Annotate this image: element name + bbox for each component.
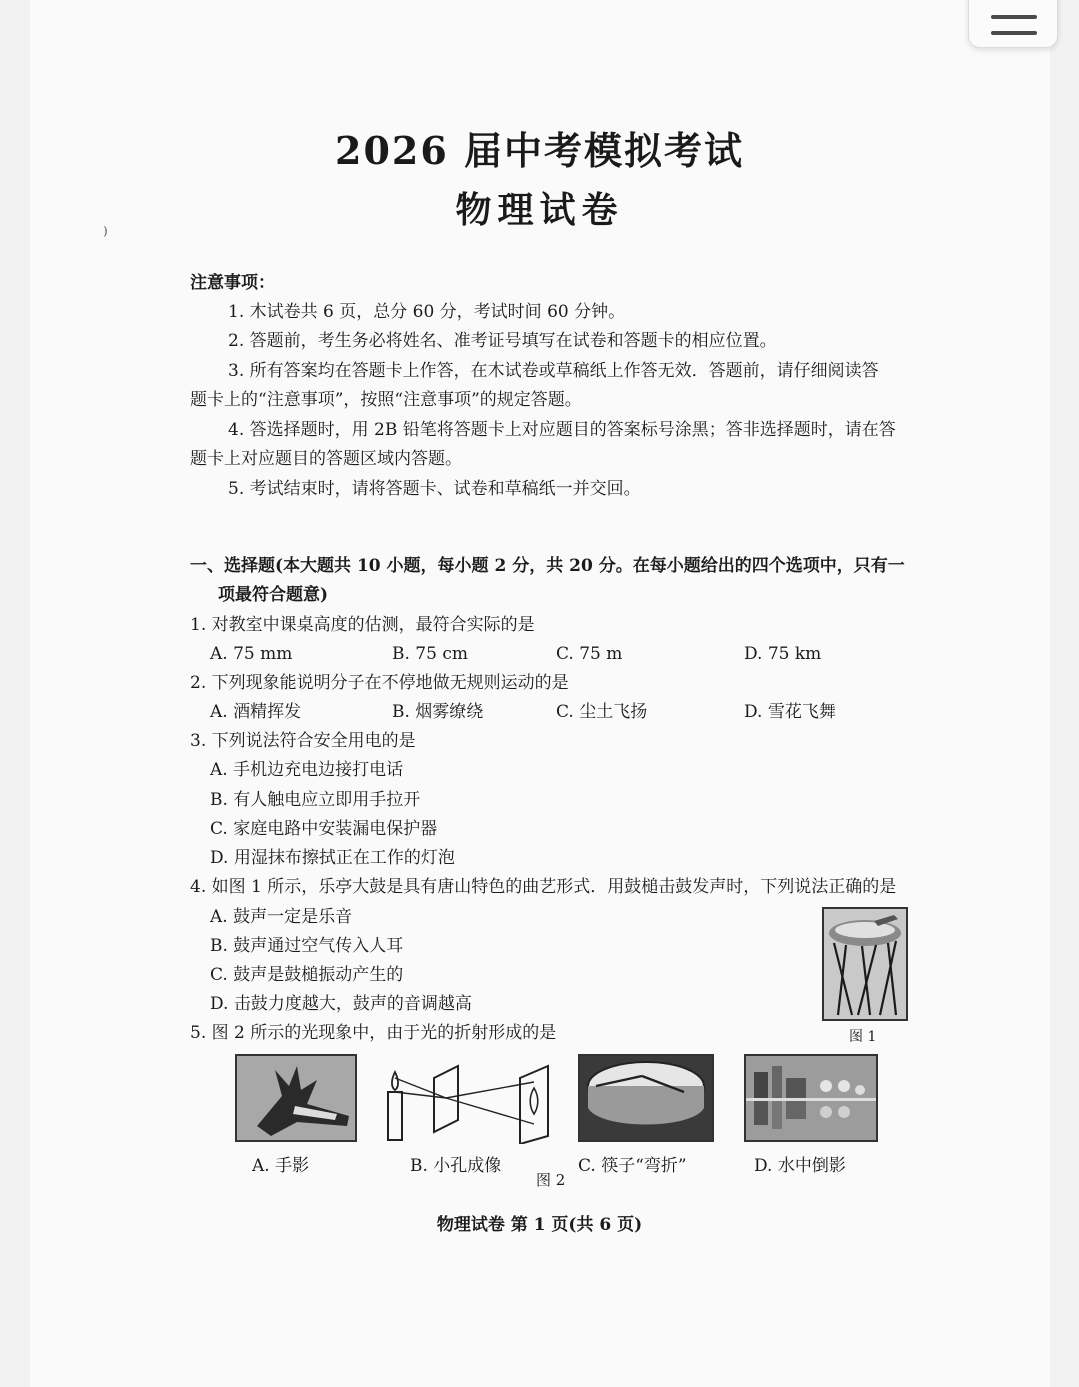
notice-line: 1. 木试卷共 6 页，总分 60 分，考试时间 60 分钟。	[228, 302, 626, 322]
menu-icon-bar	[991, 31, 1037, 35]
figure-2c-label: C. 筷子“弯折”	[578, 1156, 687, 1176]
figure-1-caption: 图 1	[849, 1029, 877, 1045]
figure-2a-hand-shadow	[235, 1054, 357, 1142]
question-stem: 4. 如图 1 所示，乐亭大鼓是具有唐山特色的曲艺形式．用鼓槌击鼓发声时，下列说法正确的是	[190, 877, 897, 897]
option-c: C. 鼓声是鼓槌振动产生的	[210, 965, 404, 985]
section-heading-cont: 项最符合题意)	[218, 585, 329, 605]
hand-shadow-image	[237, 1056, 355, 1140]
question-stem: 5. 图 2 所示的光现象中，由于光的折射形成的是	[190, 1023, 557, 1043]
question-stem: 2. 下列现象能说明分子在不停地做无规则运动的是	[190, 673, 569, 693]
notice-heading: 注意事项：	[190, 273, 275, 293]
figure-2b-label: B. 小孔成像	[410, 1156, 502, 1176]
figure-2d-label: D. 水中倒影	[754, 1156, 846, 1176]
option-a: A. 75 mm	[210, 644, 293, 664]
option-c: C. 家庭电路中安装漏电保护器	[210, 819, 438, 839]
option-d: D. 击鼓力度越大，鼓声的音调越高	[210, 994, 472, 1014]
figure-2c-chopsticks	[578, 1054, 714, 1142]
question-stem: 1. 对教室中课桌高度的估测，最符合实际的是	[190, 615, 535, 635]
option-b: B. 有人触电应立即用手拉开	[210, 790, 421, 810]
pinhole-image	[384, 1058, 556, 1144]
option-a: A. 鼓声一定是乐音	[210, 907, 353, 927]
page-footer: 物理试卷 第 1 页(共 6 页)	[436, 1215, 643, 1235]
notice-line: 3. 所有答案均在答题卡上作答，在木试卷或草稿纸上作答无效．答题前，请仔细阅读答	[228, 361, 879, 381]
figure-2b-pinhole	[384, 1058, 556, 1144]
option-d: D. 用湿抹布擦拭正在工作的灯泡	[210, 848, 455, 868]
reflection-image	[746, 1056, 876, 1140]
notice-line: 题卡上的“注意事项”，按照“注意事项”的规定答题。	[190, 390, 582, 410]
option-d: D. 雪花飞舞	[744, 702, 836, 722]
stray-mark: )	[103, 224, 108, 238]
option-b: B. 烟雾缭绕	[392, 702, 484, 722]
option-a: A. 酒精挥发	[210, 702, 302, 722]
section-heading: 一、选择题(本大题共 10 小题，每小题 2 分，共 20 分。在每小题给出的四个选项中，只有一	[190, 556, 905, 576]
option-c: C. 75 m	[556, 644, 623, 664]
figure-2-caption: 图 2	[536, 1171, 566, 1189]
notice-line: 4. 答选择题时，用 2B 铅笔将答题卡上对应题目的答案标号涂黑；答非选择题时，请在答	[228, 420, 896, 440]
option-c: C. 尘土飞扬	[556, 702, 648, 722]
chopsticks-image	[580, 1056, 712, 1140]
figure-2a-label: A. 手影	[252, 1156, 310, 1176]
figure-1-drum	[822, 907, 908, 1021]
menu-button[interactable]	[968, 0, 1058, 48]
option-a: A. 手机边充电边接打电话	[210, 760, 404, 780]
exam-title: 2026 届中考模拟考试	[335, 128, 744, 173]
drum-image	[824, 909, 906, 1019]
figure-2d-reflection	[744, 1054, 878, 1142]
exam-subtitle: 物理试卷	[455, 189, 624, 231]
question-stem: 3. 下列说法符合安全用电的是	[190, 731, 416, 751]
option-d: D. 75 km	[744, 644, 822, 664]
notice-line: 2. 答题前，考生务必将姓名、准考证号填写在试卷和答题卡的相应位置。	[228, 331, 777, 351]
option-b: B. 鼓声通过空气传入人耳	[210, 936, 404, 956]
option-b: B. 75 cm	[392, 644, 468, 664]
notice-line: 题卡上对应题目的答题区域内答题。	[190, 449, 462, 469]
menu-icon	[991, 15, 1037, 19]
notice-line: 5. 考试结束时，请将答题卡、试卷和草稿纸一并交回。	[228, 479, 641, 499]
